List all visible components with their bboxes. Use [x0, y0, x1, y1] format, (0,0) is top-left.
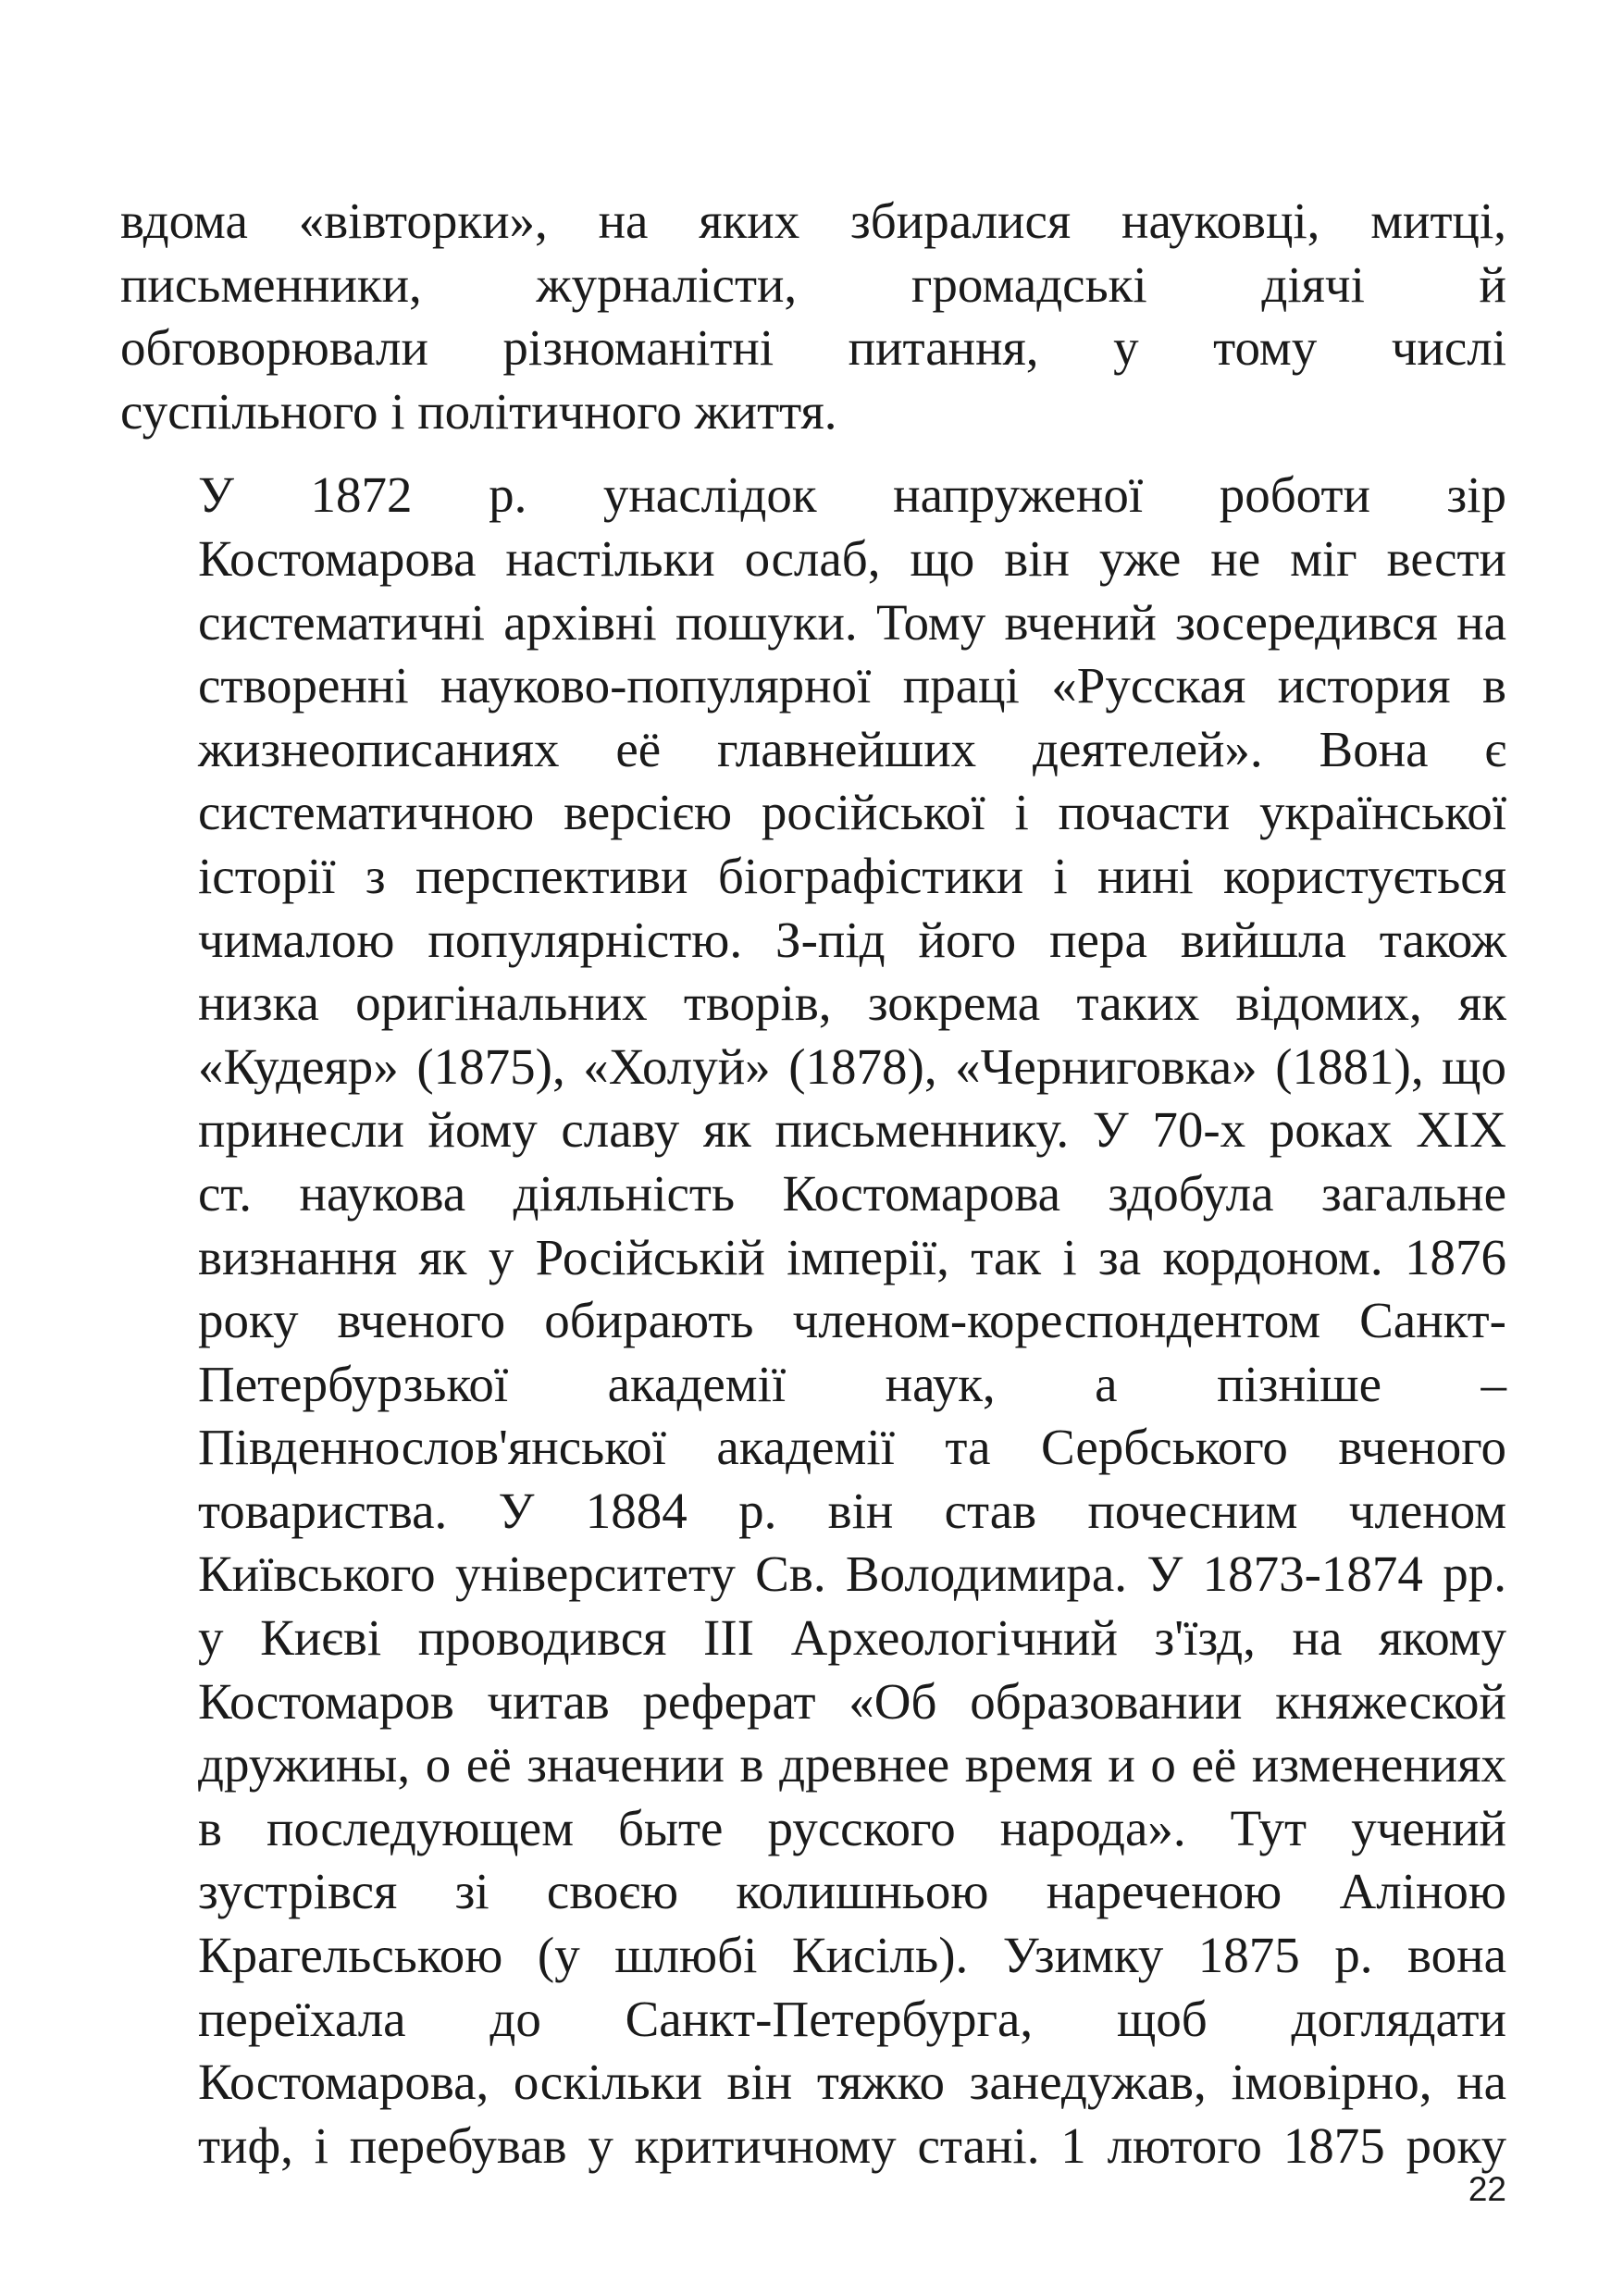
- text-line: письменники, журналісти, громадські діячі й: [120, 255, 1506, 313]
- text-line: Костомаров читав реферат «Об образовании княжеской: [198, 1672, 1506, 1730]
- page-number: 22: [1468, 2170, 1506, 2208]
- text-line: ст. наукова діяльність Костомарова здобула загальне: [198, 1164, 1506, 1222]
- text-line: принесли йому славу як письменнику. У 70-х роках XIX: [198, 1101, 1506, 1159]
- text-line: систематичні архівні пошуки. Тому вчений зосередився на: [198, 593, 1506, 651]
- text-line: чималою популярністю. З-під його пера вийшла також: [198, 911, 1506, 968]
- text-line: переїхала до Санкт-Петербурга, щоб доглядати: [198, 1990, 1506, 2047]
- text-line: жизнеописаниях её главнейших деятелей». Вона є: [198, 720, 1506, 777]
- text-line: вдома «вівторки», на яких збиралися науковці, митці,: [120, 192, 1506, 249]
- text-line: У 1872 р. унаслідок напруженої роботи зір: [198, 466, 1506, 524]
- text-line: створенні науково-популярної праці «Русская история в: [198, 657, 1506, 714]
- text-line: товариства. У 1884 р. він став почесним членом: [198, 1482, 1506, 1539]
- text-line: у Києві проводився III Археологічний з'їзд, на якому: [198, 1609, 1506, 1667]
- text-line: визнання як у Російській імперії, так і за кордоном. 1876: [198, 1228, 1506, 1285]
- text-line: тиф, і перебував у критичному стані. 1 лютого 1875 року: [198, 2116, 1506, 2174]
- text-line: дружины, о её значении в древнее время и о её изменениях: [198, 1736, 1506, 1793]
- text-line: Південнослов'янської академії та Сербського вченого: [198, 1419, 1506, 1476]
- text-line: Петербурзької академії наук, а пізніше –: [198, 1355, 1506, 1412]
- text-line: низка оригінальних творів, зокрема таких відомих, як: [198, 974, 1506, 1032]
- body-text: [120, 190, 1506, 2178]
- paragraph: [120, 464, 1506, 2178]
- text-line: Костомарова настільки ослаб, що він уже не міг вести: [198, 529, 1506, 587]
- text-line: Костомарова, оскільки він тяжко занедужав, імовірно, на: [198, 2054, 1506, 2111]
- text-line: обговорювали різноманітні питання, у тому числі: [120, 319, 1506, 377]
- text-line: в последующем быте русского народа». Тут учений: [198, 1799, 1506, 1856]
- text-line: систематичною версією російської і почасти української: [198, 784, 1506, 841]
- text-line: «Кудеяр» (1875), «Холуй» (1878), «Черниговка» (1881), що: [198, 1037, 1506, 1095]
- text-line: року вченого обирають членом-кореспондентом Санкт-: [198, 1292, 1506, 1349]
- text-line: зустрівся зі своєю колишньою нареченою Аліною: [198, 1863, 1506, 1920]
- text-line: історії з перспективи біографістики і нині користується: [198, 847, 1506, 904]
- text-line: суспільного і політичного життя.: [120, 382, 837, 440]
- text-line: Київського університету Св. Володимира. У 1873-1874 рр.: [198, 1545, 1506, 1603]
- text-line: Крагельською (у шлюбі Кисіль). Узимку 1875 р. вона: [198, 1927, 1506, 1984]
- paragraph: [120, 190, 1506, 443]
